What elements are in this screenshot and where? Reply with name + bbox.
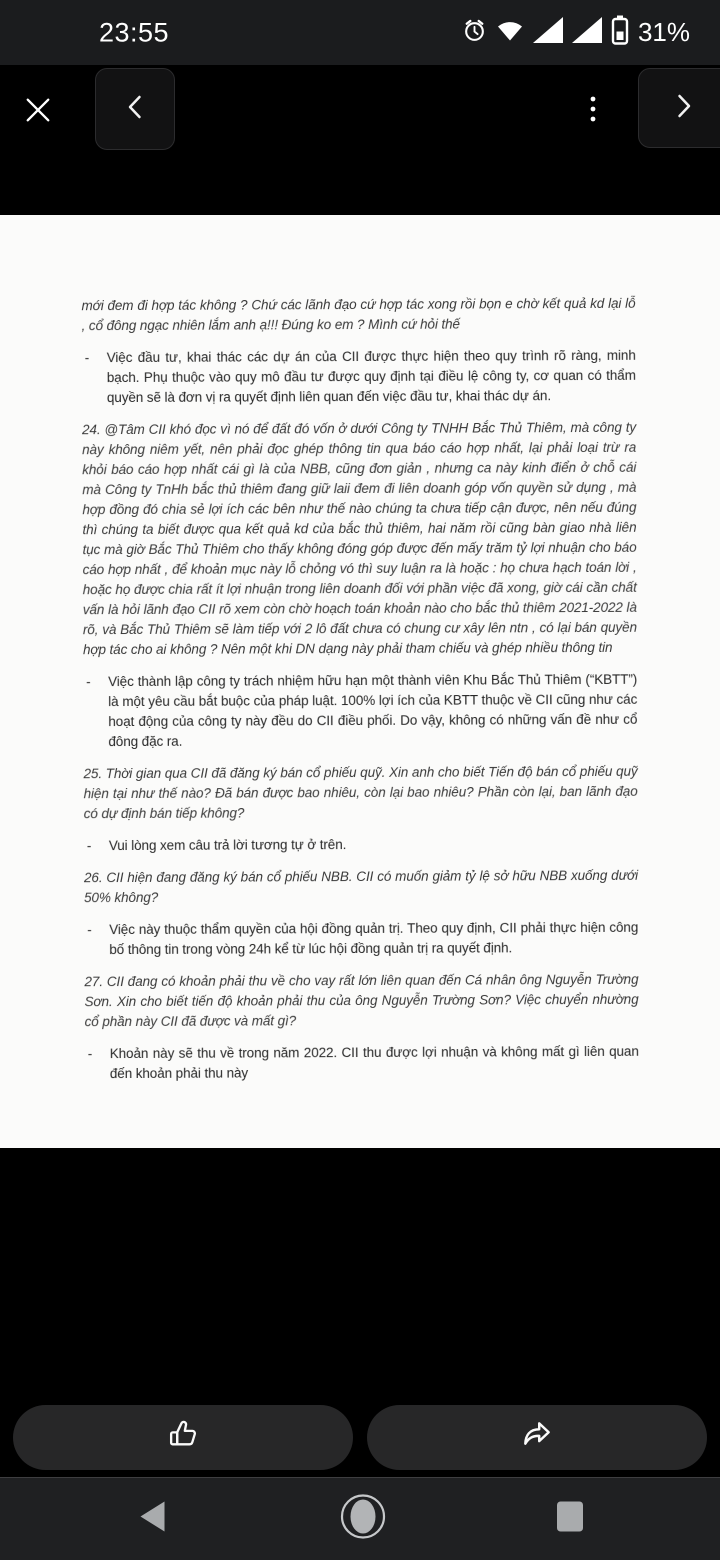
previous-page-button[interactable] xyxy=(95,68,175,150)
close-button[interactable] xyxy=(12,86,64,138)
answer-text: Khoản này sẽ thu về trong năm 2022. CII thu được lợi nhuận và không mất gì liên quan đến khoản phải thu này xyxy=(109,1043,639,1082)
share-icon xyxy=(517,1419,557,1456)
document-page[interactable] xyxy=(0,215,720,1148)
answer-text: Vui lòng xem câu trả lời tương tự ở trên. xyxy=(108,837,347,854)
question-paragraph: 27. CII đang có khoản phải thu về cho vay rất lớn liên quan đến Cá nhân ông Nguyễn Trường Sơn. Xin cho biết tiến độ khoản phải thu của ông Nguyễn Trường Sơn? Việc chuyển nhường cổ phần này CII đã được và mất gì? xyxy=(84,971,639,1030)
more-options-button[interactable] xyxy=(573,90,613,134)
status-bar xyxy=(0,0,720,65)
question-paragraph: 25. Thời gian qua CII đã đăng ký bán cổ phiếu quỹ. Xin anh cho biết Tiến độ bán cổ phiếu quỹ hiện tại như thế nào? Đã bán được bao nhiêu, còn lại bao nhiêu? Phần còn lại, ban lãnh đạo có dự định bán tiếp không? xyxy=(83,763,638,822)
answer-text: Việc thành lập công ty trách nhiệm hữu hạn một thành viên Khu Bắc Thủ Thiêm (“KBTT”) là một yêu cầu bắt buộc của pháp luật. 100% lợi ích của KBTT thuộc về CII cũng như các hoạt động của công ty này đều do CII điều phối. Do vậy, không có những vấn đề như cổ đông đặc ra. xyxy=(108,671,638,750)
answer-item xyxy=(83,670,637,752)
battery-icon xyxy=(611,15,629,50)
nav-home-button[interactable] xyxy=(339,1493,387,1546)
bullet-dash: - xyxy=(84,350,90,366)
bullet-dash: - xyxy=(87,922,92,938)
answer-text: Việc đầu tư, khai thác các dự án của CII được thực hiện theo quy trình rõ ràng, minh bạch. Phụ thuộc vào quy mô đầu tư được quy định tại điều lệ công ty, cơ quan có thẩm quyền sẽ là đơn vị ra quyết định liên quan đến việc đầu tư, khai thác dự án. xyxy=(106,347,636,406)
wifi-icon xyxy=(496,19,524,47)
next-page-button[interactable] xyxy=(638,68,720,148)
document-content xyxy=(0,215,720,1085)
nav-back-icon xyxy=(139,1520,166,1537)
bullet-dash: - xyxy=(86,674,91,690)
clock-time: 23:55 xyxy=(99,17,170,47)
cell-signal-icon xyxy=(572,17,602,48)
nav-home-icon xyxy=(339,1528,387,1545)
alarm-icon xyxy=(462,18,487,48)
bullet-dash: - xyxy=(87,1046,93,1062)
chevron-right-icon xyxy=(671,90,697,127)
nav-back-button[interactable] xyxy=(139,1501,166,1538)
nav-recents-button[interactable] xyxy=(556,1501,584,1538)
cell-signal-icon xyxy=(533,17,563,48)
question-paragraph: 24. @Tâm CII khó đọc vì nó để đất đó vốn ở dưới Công ty TNHH Bắc Thủ Thiêm, mà công ty này không niêm yết, nên phải đọc ghép thông tin qua báo cáo hợp nhất, lại phải loại trừ ra khỏi báo cáo hợp nhất cái gì là của NBB, cũng đơn giản , nhưng ca này kinh điển ở chỗ cái mà Công ty TnHh bắc thủ thiêm đang giữ laii đem đi liên doanh góp vốn quyền sử dụng , mà hợp đồng đó chia sẻ lợi ích các bên như thế nào chúng ta chưa tiếp cận được, nên nếu đúng thì chúng ta biết được qua kết quả kd của bắc thủ thiêm, hai năm rồi cũng bàn giao nhà liên tục mà giờ Bắc Thủ Thiêm cho thấy không đóng góp được đến mấy trăm tỷ lợi nhuận cho báo cáo hợp nhất , để khoản mục này lỗ chỏng vó thì suy luận ra là hoặc : họ chưa hạch toán lời , hoặc họ được chia rất ít lợi nhuận trong liên doanh đối với phần việc đã xong, giờ cái cần chất vấn là hỏi lãnh đạo CII rõ xem còn chờ hoạch toán khoản nào cho bắc thủ thiêm 2021-2022 là rõ, và Bắc Thủ Thiêm sẽ làm tiếp với 2 lô đất chưa có chung cư xây lên ntn , có lại bán quyền hợp tác cho ai không ? Nên một khi DN dạng này phải tham chiếu và ghép nhiều thông tin xyxy=(82,419,637,658)
answer-item xyxy=(82,346,636,408)
answer-item xyxy=(84,834,638,856)
nav-recents-icon xyxy=(556,1520,584,1537)
kebab-menu-icon xyxy=(589,95,597,130)
like-button[interactable] xyxy=(13,1405,353,1470)
status-icons xyxy=(462,0,690,65)
question-paragraph: mới đem đi hợp tác không ? Chứ các lãnh đạo cứ hợp tác xong rồi bọn e chờ kết quả kd lại lỗ , cổ đông ngạc nhiên lắm anh ạ!!! Đúng ko em ? Mình cứ hỏi thế xyxy=(81,295,636,334)
close-icon xyxy=(24,96,52,129)
answer-text: Việc này thuộc thẩm quyền của hội đồng quản trị. Theo quy định, CII phải thực hiện công bố thông tin trong vòng 24h kể từ lúc hội đồng quản trị ra quyết định. xyxy=(109,919,639,958)
share-button[interactable] xyxy=(367,1405,707,1470)
question-paragraph: 26. CII hiện đang đăng ký bán cổ phiếu NBB. CII có muốn giảm tỷ lệ sở hữu NBB xuống dưới 50% không? xyxy=(83,867,639,906)
thumbs-up-icon xyxy=(165,1417,201,1458)
chevron-left-icon xyxy=(122,91,148,128)
answer-item xyxy=(84,918,638,960)
bullet-dash: - xyxy=(86,838,92,854)
battery-percent: 31% xyxy=(637,17,690,47)
android-navbar xyxy=(0,1477,720,1560)
answer-item xyxy=(85,1042,639,1084)
